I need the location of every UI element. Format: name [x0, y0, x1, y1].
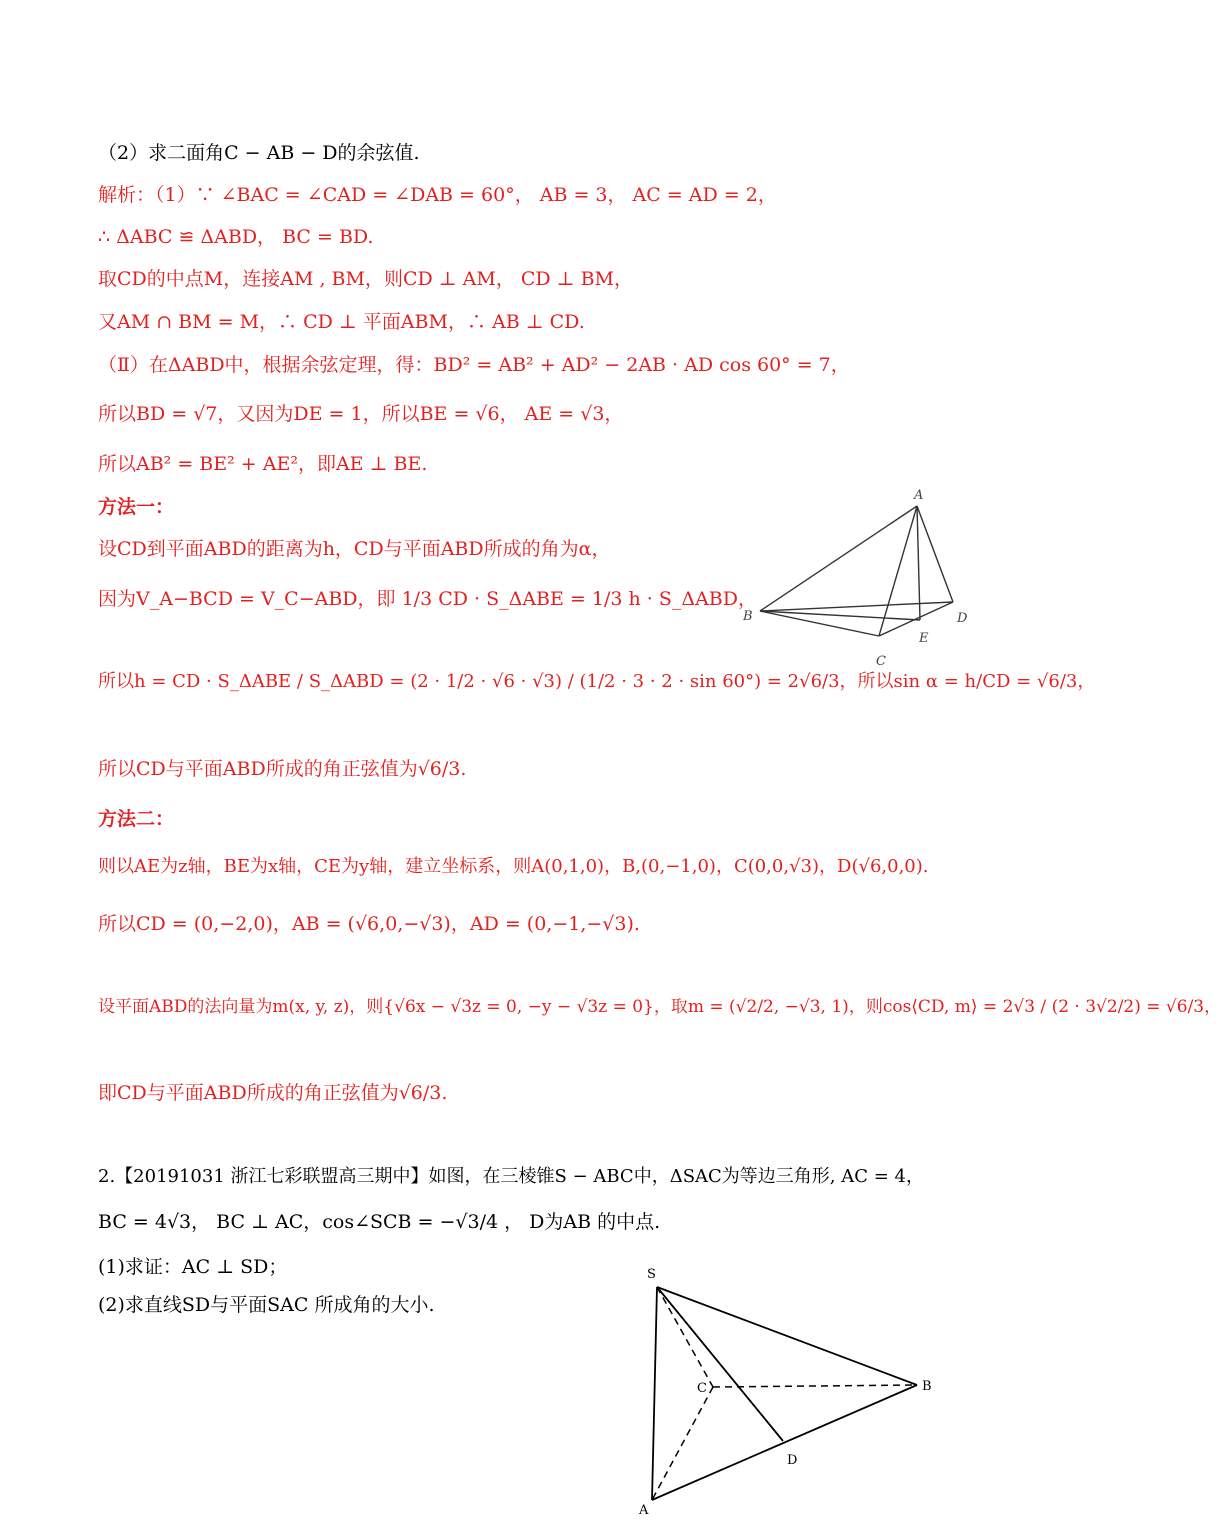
figure-tetrahedron-abcd: [735, 485, 995, 675]
problem-2-part-2: (2)求直线SD与平面SAC 所成角的大小.: [98, 1294, 435, 1316]
edge-ab: [760, 506, 917, 611]
solution-line-2: ∴ ΔABC ≌ ΔABD， BC = BD.: [98, 226, 374, 248]
method-one-line-1: 设CD到平面ABD的距离为h，CD与平面ABD所成的角为α，: [98, 538, 611, 560]
label-c: C: [697, 1381, 707, 1396]
method-one-conclusion: 所以CD与平面ABD所成的角正弦值为√6/3.: [98, 758, 467, 780]
edge-sc-hidden: [657, 1287, 713, 1387]
method-one-line-2: 因为V_A−BCD = V_C−ABD，即 1/3 CD · S_ΔABE = 1/3 h · S_ΔABD，: [98, 588, 758, 610]
solution-line-1: 解析：（1）∵ ∠BAC = ∠CAD = ∠DAB = 60°， AB = 3， AC = AD = 2，: [98, 184, 777, 206]
solution-line-4: 又AM ∩ BM = M，∴ CD ⊥ 平面ABM，∴ AB ⊥ CD.: [98, 311, 585, 333]
label-d: D: [957, 611, 968, 626]
edge-bd: [760, 602, 953, 611]
edge-ca-hidden: [652, 1387, 713, 1500]
label-c: C: [876, 654, 886, 669]
figure-tetrahedron-sabc: [630, 1260, 950, 1525]
label-s: S: [647, 1267, 656, 1282]
method-two-line-2: 所以CD = (0,−2,0)，AB = (√6,0,−√3)，AD = (0,−1,−√3).: [98, 913, 640, 935]
solution-line-5: （Ⅱ）在ΔABD中，根据余弦定理，得：BD² = AB² + AD² − 2AB · AD cos 60° = 7，: [98, 354, 850, 376]
method-two-conclusion: 即CD与平面ABD所成的角正弦值为√6/3.: [98, 1082, 448, 1104]
solution-line-6: 所以BD = √7，又因为DE = 1，所以BE = √6， AE = √3，: [98, 403, 624, 425]
method-one-line-3: 所以h = CD · S_ΔABE / S_ΔABD = (2 · 1/2 · √6 · √3) / (1/2 · 3 · 2 · sin 60°) = 2√6/3，所以sin α = h/CD = √6/3，: [98, 671, 1096, 692]
edge-ac: [879, 506, 917, 636]
method-one-heading: 方法一：: [98, 496, 175, 518]
edge-ab: [652, 1385, 917, 1500]
edge-sa: [652, 1287, 657, 1500]
label-d: D: [787, 1453, 798, 1468]
edge-cb-hidden: [713, 1385, 917, 1387]
label-b: B: [922, 1379, 932, 1394]
label-b: B: [743, 609, 753, 624]
problem-2-part-1: (1)求证：AC ⊥ SD；: [98, 1256, 288, 1278]
label-a: A: [639, 1503, 649, 1518]
method-two-line-3: 设平面ABD的法向量为m(x, y, z)，则{√6x − √3z = 0, −y − √3z = 0}，取m = (√2/2, −√3, 1)，则cos⟨CD, m⟩ = 2√3 / (2 · 3√2/2) = √6/3，: [98, 997, 1221, 1017]
question-part-2: （2）求二面角C − AB − D的余弦值.: [98, 142, 420, 164]
solution-line-7: 所以AB² = BE² + AE²，即AE ⊥ BE.: [98, 453, 428, 475]
edge-ad: [917, 506, 953, 602]
method-two-heading: 方法二：: [98, 808, 175, 830]
label-e: E: [919, 631, 929, 646]
method-two-line-1: 则以AE为z轴，BE为x轴，CE为y轴，建立坐标系，则A(0,1,0)，B,(0,−1,0)，C(0,0,√3)，D(√6,0,0).: [98, 856, 929, 877]
problem-2-statement-cont: BC = 4√3， BC ⊥ AC，cos∠SCB = −√3/4 ， D为AB 的中点.: [98, 1211, 661, 1233]
label-a: A: [914, 488, 924, 503]
solution-line-3: 取CD的中点M，连接AM , BM，则CD ⊥ AM， CD ⊥ BM，: [98, 268, 634, 290]
problem-2-statement: 2.【20191031 浙江七彩联盟高三期中】如图，在三棱锥S − ABC中，ΔSAC为等边三角形, AC = 4，: [98, 1166, 924, 1187]
